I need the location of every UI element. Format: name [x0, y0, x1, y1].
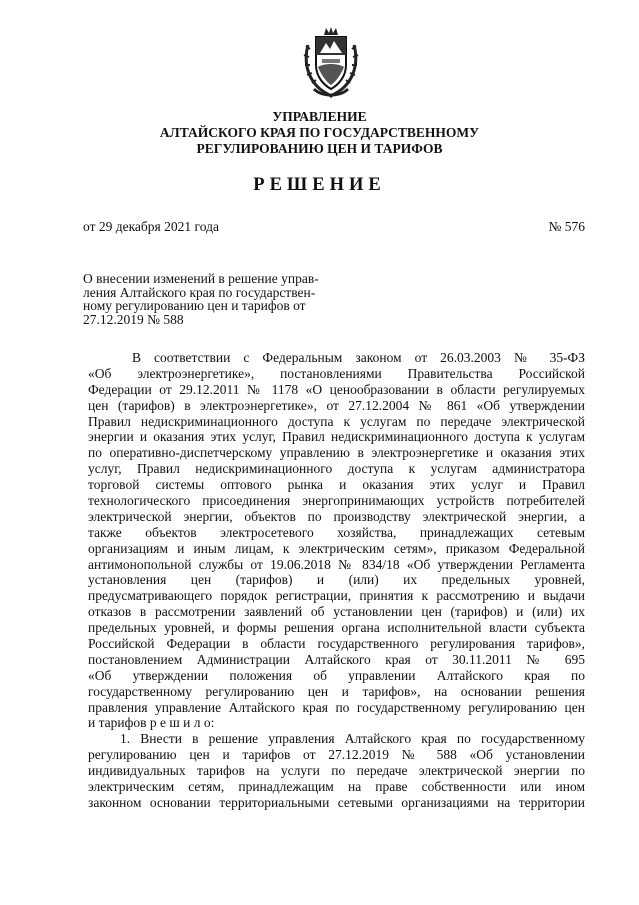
body-line: В соответствии с Федеральным законом от 26.03.2003 № 35-ФЗ [132, 350, 585, 365]
subject-line: О внесении изменений в решение управ- [83, 271, 319, 286]
header-line-1: УПРАВЛЕНИЕ [272, 109, 367, 124]
body-line: постановлением Администрации Алтайского края от 30.11.2011 № 695 [88, 651, 585, 667]
body-line: антимонопольной службы от 19.06.2018 № 834/18 «Об утверждении Регламента [88, 556, 585, 572]
header-line-2: АЛТАЙСКОГО КРАЯ ПО ГОСУДАРСТВЕННОМУ [159, 125, 480, 140]
body-line: законном основании территориальными сетевыми организациями на территории [88, 794, 585, 810]
document-title: РЕШЕНИЕ [253, 175, 386, 195]
body-line: Российской Федерации в области государственного регулирования тарифов», [88, 636, 585, 652]
body-line: и тарифов р е ш и л о: [88, 715, 215, 731]
body-line: цен (тарифов) в электроэнергетике», от 27.12.2004 № 861 «Об утверждении [88, 397, 585, 413]
document-number: № 576 [548, 219, 585, 234]
subject-line: 27.12.2019 № 588 [83, 311, 184, 327]
body-line: Правил недискриминационного доступа к услугам по передаче электрической [88, 413, 585, 429]
body-line: «Об электроэнергетике», постановлениями Правительства Российской [88, 365, 585, 381]
body-line: «Об утверждении положения об управлении Алтайского края по [88, 667, 585, 683]
altai-coat-of-arms-icon [300, 25, 362, 99]
body-line: торговой системы оптового рынка и оказания этих услуг и Правил [88, 477, 585, 493]
body-line: организациям и иным лицам, к электрическим сетям», приказом Федеральной [88, 540, 585, 556]
body-line: технологического присоединения энергопринимающих устройств потребителей [88, 493, 585, 509]
document-date: от 29 декабря 2021 года [83, 219, 219, 234]
body-line: предусматривающего порядок регистрации, принятия к рассмотрению и выдачи [88, 588, 585, 604]
subject-line: ления Алтайского края по государствен- [83, 284, 316, 300]
body-line: правления управление Алтайского края по государственному регулированию цен [88, 699, 585, 715]
document-subject [83, 272, 383, 326]
body-line: государственному регулированию цен и тарифов», на основании решения [88, 683, 585, 699]
body-line: индивидуальных тарифов на услуги по передаче электрической энергии по [88, 763, 585, 779]
body-line: отказов в рассмотрении заявлений об установлении цен (тарифов) и (или) их [88, 604, 585, 620]
body-line: электрическим сетям, принадлежащим на праве собственности или ином [88, 779, 585, 795]
body-line: энергии и оказания этих услуг, Правил недискриминационного доступа к услугам [88, 429, 585, 445]
header-line-3: РЕГУЛИРОВАНИЮ ЦЕН И ТАРИФОВ [196, 141, 443, 156]
document-body [88, 350, 585, 811]
body-line: также объектов электросетевого хозяйства, принадлежащих сетевым [88, 524, 585, 540]
body-line: регулированию цен и тарифов от 27.12.2019 № 588 «Об установлении [88, 747, 585, 763]
body-line: услуг, Правил недискриминационного доступа к услугам администратора [88, 461, 585, 477]
body-line: 1. Внести в решение управления Алтайского края по государственному [120, 731, 585, 747]
body-line: электрической энергии, объектов по производству электрической энергии, а [88, 508, 585, 524]
agency-header [0, 109, 639, 157]
body-line: Федерации от 29.12.2011 № 1178 «О ценообразовании в области регулируемых [88, 381, 585, 397]
body-line: по оперативно-диспетчерскому управлению в электроэнергетике и оказания этих [88, 445, 585, 461]
body-line: предельных уровней, и формы решения органа исполнительной власти субъекта [88, 620, 585, 636]
subject-line: ному регулированию цен и тарифов от [83, 298, 306, 313]
body-line: установления цен (тарифов) и (или) их предельных уровней, [88, 572, 585, 588]
